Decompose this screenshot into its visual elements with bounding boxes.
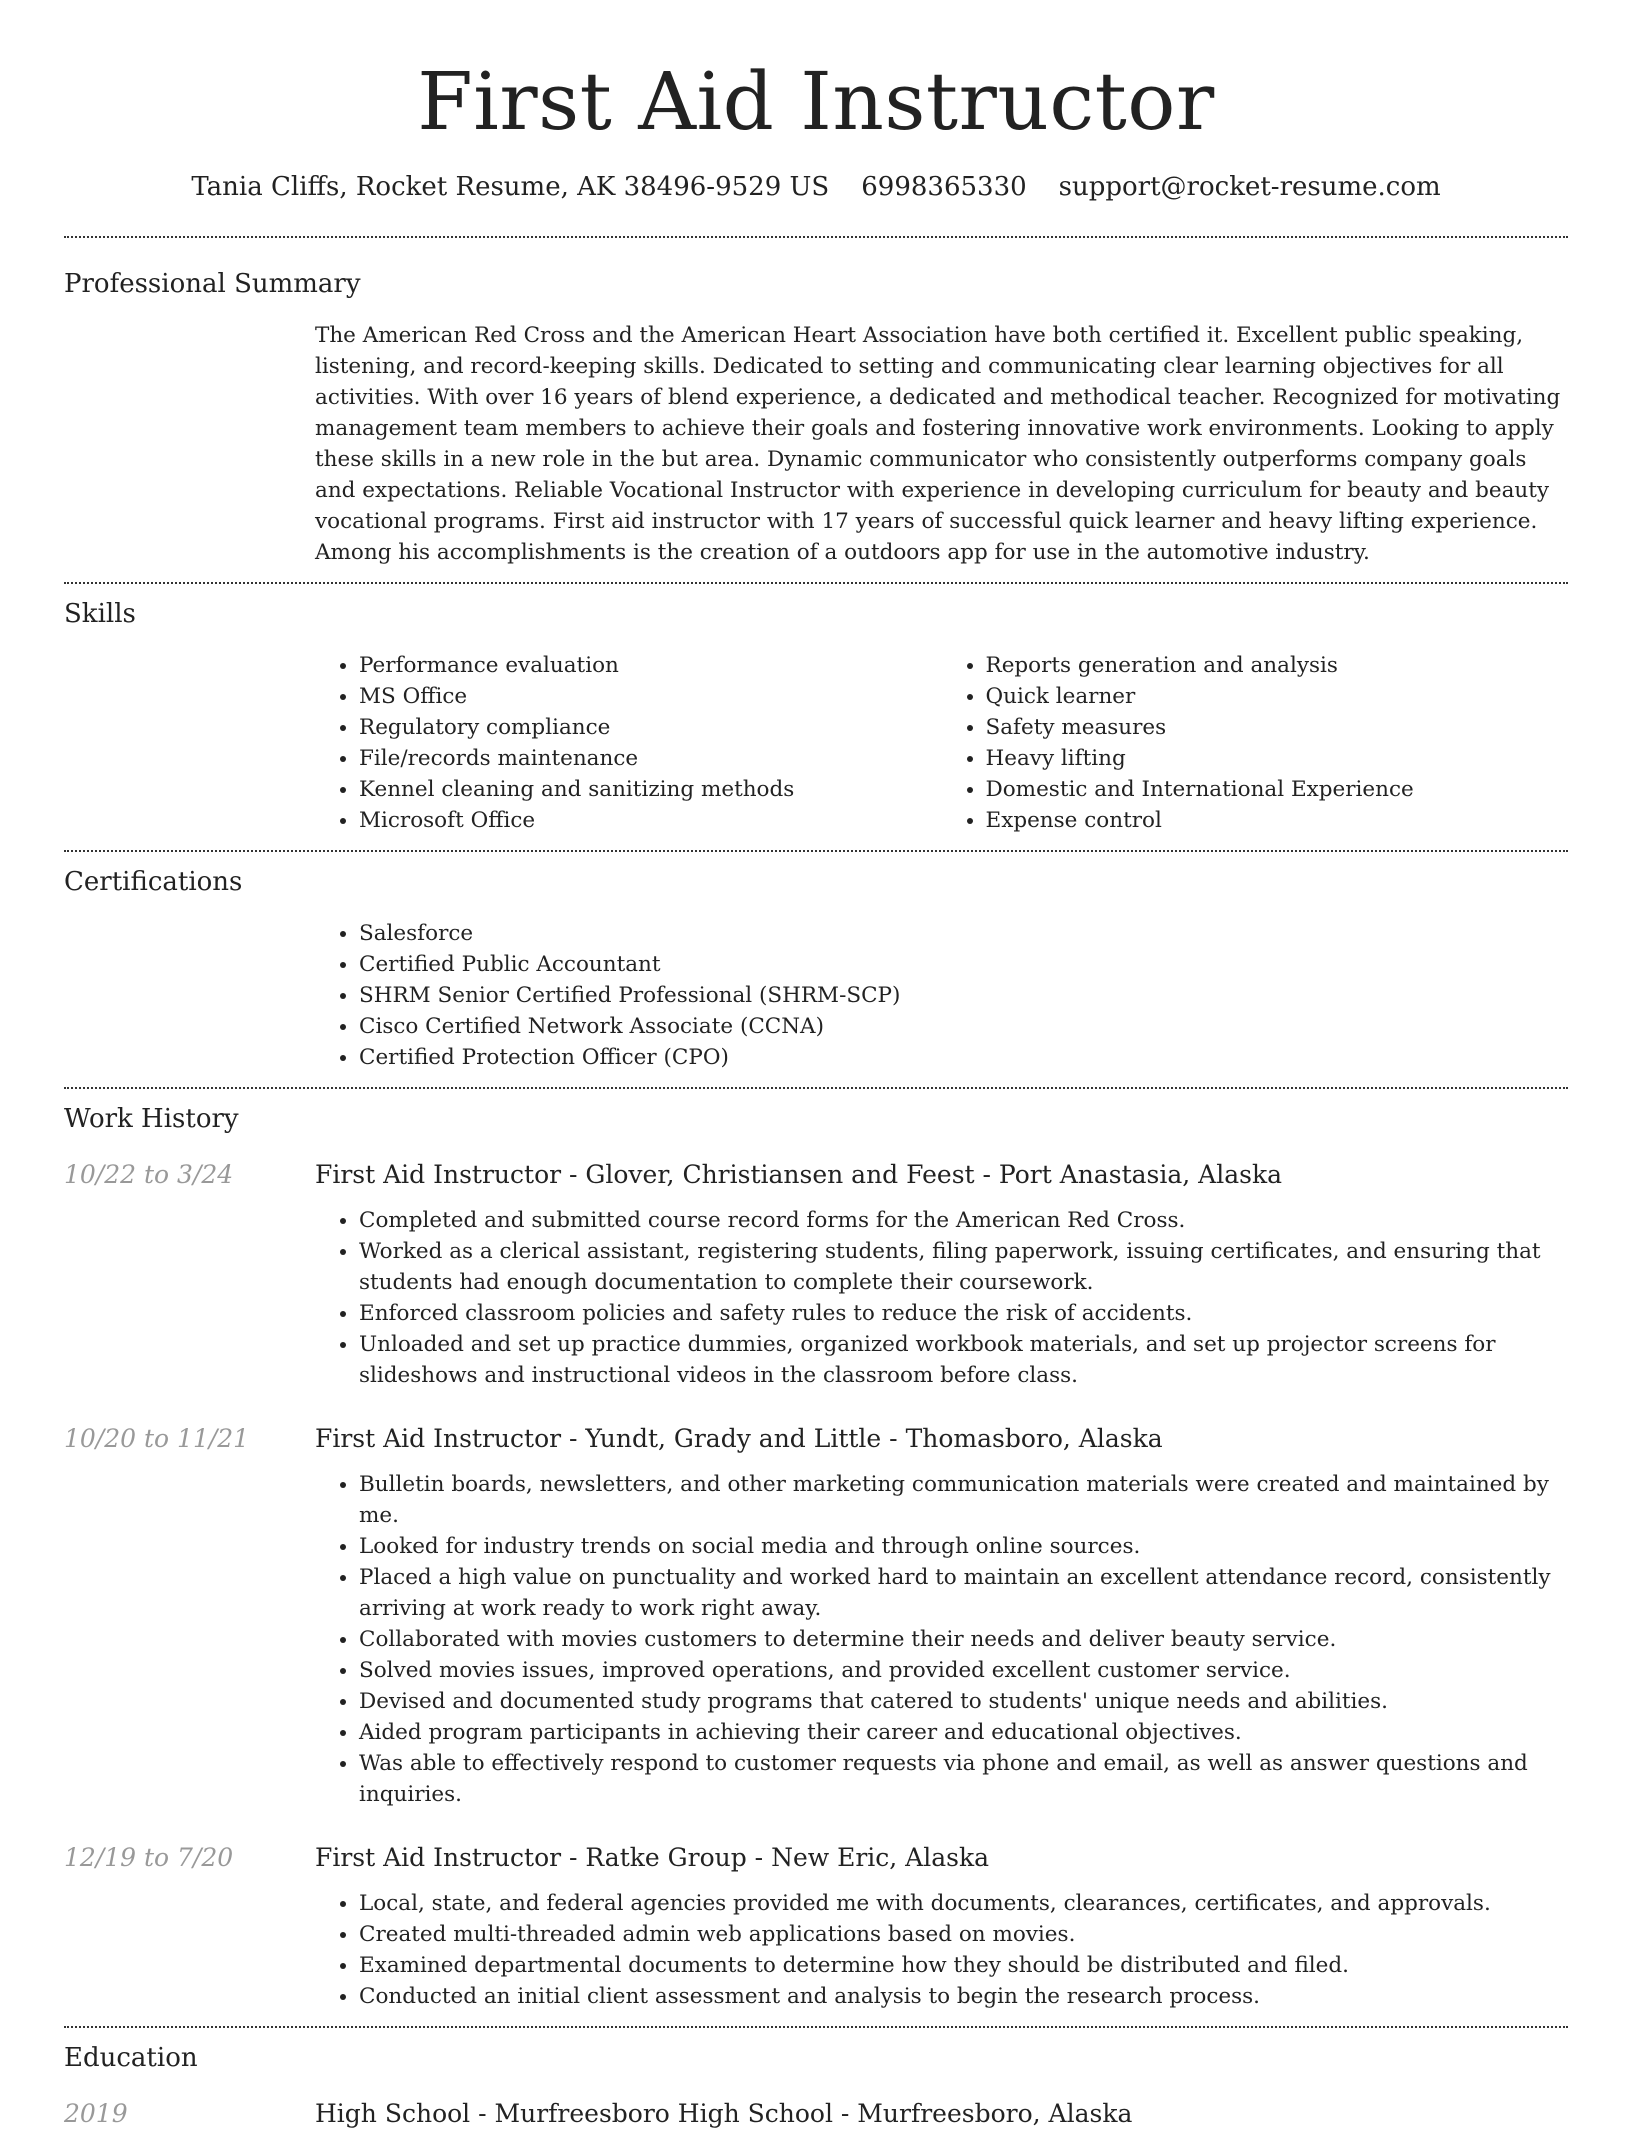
job-bullet: • Worked as a clerical assistant, registering students, filing paperwork, issuing certificates, and ensuring that students had enough documentation to complete their coursework. bbox=[359, 1236, 1568, 1298]
certifications-section bbox=[0, 852, 1632, 1087]
education-entry bbox=[64, 2096, 1568, 2132]
job-bullets bbox=[315, 1205, 1568, 1391]
contact-phone: 6998365330 bbox=[861, 172, 1027, 202]
summary-body bbox=[315, 320, 1568, 568]
skill-item: • Regulatory compliance bbox=[359, 712, 942, 743]
job-dates: 10/20 to 11/21 bbox=[64, 1424, 250, 1453]
section-title-summary: Professional Summary bbox=[64, 269, 361, 299]
job-bullet: • Devised and documented study programs that catered to students' unique needs and abilities. bbox=[359, 1686, 1568, 1717]
job-bullet: • Bulletin boards, newsletters, and other marketing communication materials were created and maintained by me. bbox=[359, 1469, 1568, 1531]
job-details bbox=[315, 1840, 1568, 2012]
job-bullet: • Conducted an initial client assessment and analysis to begin the research process. bbox=[359, 1981, 1568, 2012]
certification-item: • SHRM Senior Certified Professional (SHRM-SCP) bbox=[359, 980, 1568, 1011]
job-bullet: • Was able to effectively respond to customer requests via phone and email, as well as answer questions and inquiries. bbox=[359, 1748, 1568, 1810]
job-bullets bbox=[315, 1469, 1568, 1810]
skill-item: • Expense control bbox=[986, 805, 1569, 836]
education-details bbox=[315, 2096, 1568, 2132]
job-bullet: • Looked for industry trends on social media and through online sources. bbox=[359, 1531, 1568, 1562]
job-details bbox=[315, 1157, 1568, 1391]
certifications-list bbox=[315, 918, 1568, 1073]
skill-item: • File/records maintenance bbox=[359, 743, 942, 774]
skills-list-right bbox=[942, 650, 1569, 836]
certification-item: • Salesforce bbox=[359, 918, 1568, 949]
skill-item: • Heavy lifting bbox=[986, 743, 1569, 774]
section-title-education: Education bbox=[64, 2043, 198, 2073]
skill-item: • Safety measures bbox=[986, 712, 1569, 743]
job-bullet: • Collaborated with movies customers to determine their needs and deliver beauty service. bbox=[359, 1624, 1568, 1655]
job-details bbox=[315, 1421, 1568, 1810]
certifications-body bbox=[315, 918, 1568, 1073]
skill-item: • Performance evaluation bbox=[359, 650, 942, 681]
skill-item: • Quick learner bbox=[986, 681, 1569, 712]
job-entry bbox=[64, 1421, 1568, 1810]
resume-header bbox=[0, 0, 1632, 206]
education-year: 2019 bbox=[64, 2099, 128, 2128]
contact-email: support@rocket-resume.com bbox=[1058, 172, 1441, 202]
skill-item: • Kennel cleaning and sanitizing methods bbox=[359, 774, 942, 805]
education-title: High School - Murfreesboro High School - Murfreesboro, Alaska bbox=[315, 2099, 1133, 2128]
skills-list-left bbox=[315, 650, 942, 836]
education-section bbox=[0, 2028, 1632, 2132]
job-bullet: • Placed a high value on punctuality and worked hard to maintain an excellent attendance record, consistently arriving at work ready to work right away. bbox=[359, 1562, 1568, 1624]
section-title-skills: Skills bbox=[64, 599, 136, 629]
contact-line bbox=[0, 168, 1632, 206]
certification-item: • Cisco Certified Network Associate (CCNA) bbox=[359, 1011, 1568, 1042]
skill-item: • Microsoft Office bbox=[359, 805, 942, 836]
job-dates: 12/19 to 7/20 bbox=[64, 1843, 234, 1872]
job-bullet: • Created multi-threaded admin web applications based on movies. bbox=[359, 1919, 1568, 1950]
summary-text: The American Red Cross and the American Heart Association have both certified it. Excellent public speaking, listening, and record-keeping skills. Dedicated to setting and communicating clear learning objectives for all activities. With over 16 years of blend experience, a dedicated and methodical teacher. Recognized for motivating management team members to achieve their goals and fostering innovative work environments. Looking to apply these skills in a new role in the but area. Dynamic communicator who consistently outperforms company goals and expectations. Reliable Vocational Instructor with experience in developing curriculum for beauty and beauty vocational programs. First aid instructor with 17 years of successful quick learner and heavy lifting experience. Among his accomplishments is the creation of a outdoors app for use in the automotive industry. bbox=[315, 323, 1561, 565]
job-title: First Aid Instructor - Ratke Group - New Eric, Alaska bbox=[315, 1843, 990, 1872]
skills-body bbox=[315, 650, 1568, 836]
job-entry bbox=[64, 1840, 1568, 2012]
job-dates: 10/22 to 3/24 bbox=[64, 1160, 234, 1189]
section-title-certifications: Certifications bbox=[64, 867, 243, 897]
skill-item: • Domestic and International Experience bbox=[986, 774, 1569, 805]
job-bullet: • Completed and submitted course record forms for the American Red Cross. bbox=[359, 1205, 1568, 1236]
certification-item: • Certified Public Accountant bbox=[359, 949, 1568, 980]
job-bullet: • Solved movies issues, improved operations, and provided excellent customer service. bbox=[359, 1655, 1568, 1686]
certification-item: • Certified Protection Officer (CPO) bbox=[359, 1042, 1568, 1073]
skill-item: • MS Office bbox=[359, 681, 942, 712]
job-title: First Aid Instructor - Glover, Christiansen and Feest - Port Anastasia, Alaska bbox=[315, 1160, 1283, 1189]
job-bullet: • Examined departmental documents to determine how they should be distributed and filed. bbox=[359, 1950, 1568, 1981]
candidate-name: First Aid Instructor bbox=[417, 55, 1215, 148]
skills-section bbox=[0, 584, 1632, 850]
job-title: First Aid Instructor - Yundt, Grady and Little - Thomasboro, Alaska bbox=[315, 1424, 1163, 1453]
job-bullet: • Enforced classroom policies and safety rules to reduce the risk of accidents. bbox=[359, 1298, 1568, 1329]
work-history-section bbox=[0, 1089, 1632, 2026]
contact-address: Tania Cliffs, Rocket Resume, AK 38496-9529 US bbox=[191, 172, 830, 202]
job-entry bbox=[64, 1157, 1568, 1391]
job-bullet: • Unloaded and set up practice dummies, organized workbook materials, and set up projector screens for slideshows and instructional videos in the classroom before class. bbox=[359, 1329, 1568, 1391]
job-bullet: • Aided program participants in achieving their career and educational objectives. bbox=[359, 1717, 1568, 1748]
section-title-work-history: Work History bbox=[64, 1104, 239, 1134]
job-bullets bbox=[315, 1888, 1568, 2012]
job-bullet: • Local, state, and federal agencies provided me with documents, clearances, certificates, and approvals. bbox=[359, 1888, 1568, 1919]
skill-item: • Reports generation and analysis bbox=[986, 650, 1569, 681]
summary-section bbox=[0, 238, 1632, 582]
